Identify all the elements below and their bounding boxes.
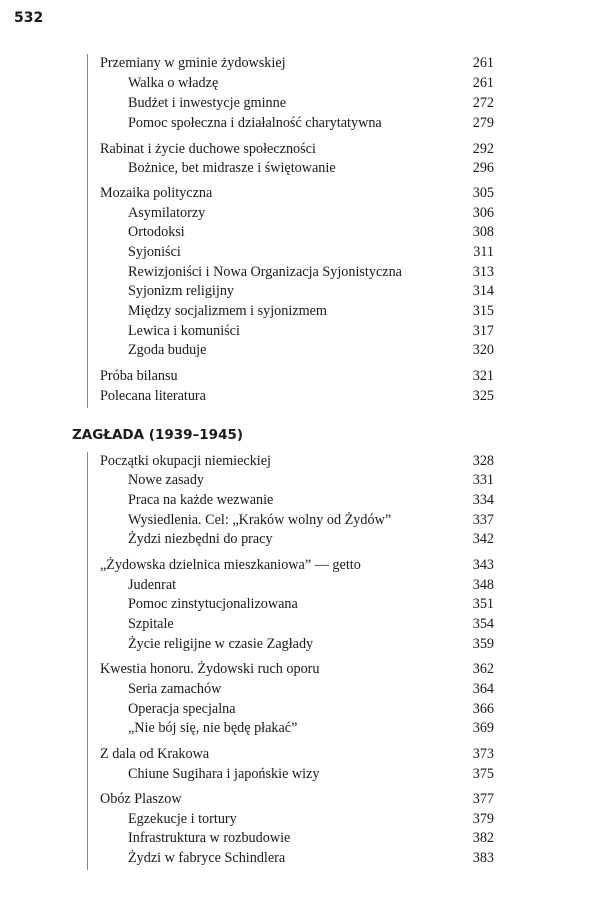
toc-entry-page: 320 bbox=[472, 342, 494, 358]
toc-entry-page: 342 bbox=[472, 531, 494, 547]
toc-entry-page: 305 bbox=[472, 185, 494, 201]
toc-entry-title: Bożnice, bet midrasze i świętowanie bbox=[128, 160, 336, 176]
toc-entry-page: 313 bbox=[472, 264, 494, 280]
toc-entry-title: Kwestia honoru. Żydowski ruch oporu bbox=[100, 661, 320, 677]
toc-entry-page: 325 bbox=[472, 388, 494, 404]
toc-entry bbox=[100, 386, 494, 406]
toc-entry-title: Syjonizm religijny bbox=[128, 283, 235, 299]
toc-entry-title: Z dala od Krakowa bbox=[100, 746, 210, 762]
toc-entry-page: 383 bbox=[472, 850, 494, 866]
toc-entry-title: Pomoc społeczna i działalność charytatywna bbox=[128, 115, 382, 131]
toc-entry-title: Obóz Plaszow bbox=[100, 791, 182, 807]
toc-entry bbox=[128, 490, 494, 510]
toc-entry bbox=[128, 848, 494, 868]
toc-entry-title: Wysiedlenia. Cel: „Kraków wolny od Żydów” bbox=[128, 512, 392, 528]
toc-entry-title: Nowe zasady bbox=[128, 472, 205, 488]
toc-entry-title: Zgoda buduje bbox=[128, 342, 207, 358]
toc-entry-page: 321 bbox=[472, 368, 494, 384]
toc-entry-page: 354 bbox=[472, 616, 494, 632]
toc-entry-page: 292 bbox=[472, 141, 494, 157]
toc-entry-title: Rabinat i życie duchowe społeczności bbox=[100, 141, 316, 157]
toc-entry bbox=[100, 53, 494, 73]
toc-entry bbox=[128, 614, 494, 634]
toc-entry-title: Żydzi w fabryce Schindlera bbox=[128, 850, 286, 866]
toc-entry-title: Pomoc zinstytucjonalizowana bbox=[128, 596, 298, 612]
toc-rule-top bbox=[87, 54, 88, 408]
toc-entry bbox=[128, 699, 494, 719]
toc-entry bbox=[128, 242, 494, 262]
toc-entry-page: 348 bbox=[472, 577, 494, 593]
toc-entry bbox=[128, 93, 494, 113]
toc-entry-title: Początki okupacji niemieckiej bbox=[100, 453, 271, 469]
toc-entry-title: Rewizjoniści i Nowa Organizacja Syjonistyczna bbox=[128, 264, 402, 280]
toc-entry-title: Żydzi niezbędni do pracy bbox=[128, 531, 273, 547]
toc-entry bbox=[128, 529, 494, 549]
toc-entry bbox=[128, 203, 494, 223]
toc-entry-page: 377 bbox=[472, 791, 494, 807]
toc-entry-title: Lewica i komuniści bbox=[128, 323, 240, 339]
toc-entry bbox=[128, 679, 494, 699]
toc-entry-title: Budżet i inwestycje gminne bbox=[128, 95, 286, 111]
toc-entry-title: Infrastruktura w rozbudowie bbox=[128, 830, 291, 846]
toc-entry-page: 331 bbox=[472, 472, 494, 488]
toc-entry-title: Judenrat bbox=[128, 577, 177, 593]
toc-entry-page: 351 bbox=[472, 596, 494, 612]
toc-entry-title: Mozaika polityczna bbox=[100, 185, 213, 201]
toc-entry-title: Szpitale bbox=[128, 616, 174, 632]
toc-entry bbox=[128, 340, 494, 360]
toc-entry bbox=[128, 158, 494, 178]
toc-entry-title: Egzekucje i tortury bbox=[128, 811, 237, 827]
toc-entry bbox=[100, 744, 494, 764]
toc-entry bbox=[128, 594, 494, 614]
toc-entry bbox=[128, 575, 494, 595]
toc-entry bbox=[128, 73, 494, 93]
toc-entry-page: 369 bbox=[472, 720, 494, 736]
toc-entry bbox=[128, 634, 494, 654]
toc-entry bbox=[128, 809, 494, 829]
toc-entry-page: 261 bbox=[472, 75, 494, 91]
toc-entry-page: 296 bbox=[472, 160, 494, 176]
toc-entry bbox=[100, 139, 494, 159]
toc-entry-title: Walka o władzę bbox=[128, 75, 219, 91]
toc-entry-page: 362 bbox=[472, 661, 494, 677]
toc-entry-page: 306 bbox=[472, 205, 494, 221]
toc-entry bbox=[100, 366, 494, 386]
toc-entry-title: Operacja specjalna bbox=[128, 701, 236, 717]
toc-entry bbox=[100, 659, 494, 679]
toc-entry bbox=[128, 470, 494, 490]
toc-entry-page: 343 bbox=[472, 557, 494, 573]
toc-entry-page: 261 bbox=[472, 55, 494, 71]
page-number: 532 bbox=[14, 10, 44, 26]
toc-entry-title: Praca na każde wezwanie bbox=[128, 492, 274, 508]
toc-entry-title: Przemiany w gminie żydowskiej bbox=[100, 55, 286, 71]
toc-entry-title: Polecana literatura bbox=[100, 388, 206, 404]
toc-entry-title: Między socjalizmem i syjonizmem bbox=[128, 303, 327, 319]
toc-entry-page: 317 bbox=[472, 323, 494, 339]
toc-entry-title: Syjoniści bbox=[128, 244, 181, 260]
toc-entry bbox=[100, 555, 494, 575]
toc-entry-page: 364 bbox=[472, 681, 494, 697]
toc-entry bbox=[128, 281, 494, 301]
toc-entry bbox=[100, 789, 494, 809]
toc-entry-page: 366 bbox=[472, 701, 494, 717]
toc-entry-page: 379 bbox=[472, 811, 494, 827]
toc-entry-title: Życie religijne w czasie Zagłady bbox=[128, 636, 314, 652]
toc-entry-title: Próba bilansu bbox=[100, 368, 178, 384]
toc-entry-page: 359 bbox=[472, 636, 494, 652]
toc-entry-page: 272 bbox=[472, 95, 494, 111]
toc-entry-title: Asymilatorzy bbox=[128, 205, 206, 221]
toc-entry-page: 308 bbox=[472, 224, 494, 240]
toc-entry bbox=[128, 262, 494, 282]
toc-entry-page: 314 bbox=[472, 283, 494, 299]
toc-entry bbox=[128, 321, 494, 341]
toc-entry-page: 311 bbox=[473, 244, 494, 260]
toc-entry-title: „Żydowska dzielnica mieszkaniowa” — getto bbox=[100, 557, 361, 573]
toc-entry-page: 315 bbox=[472, 303, 494, 319]
toc-entry bbox=[128, 113, 494, 133]
section-title: ZAGŁADA (1939–1945) bbox=[72, 427, 244, 443]
toc-entry-page: 328 bbox=[472, 453, 494, 469]
toc-entry-page: 375 bbox=[472, 766, 494, 782]
toc-entry-title: Seria zamachów bbox=[128, 681, 222, 697]
toc-entry-page: 337 bbox=[472, 512, 494, 528]
toc-entry-page: 334 bbox=[472, 492, 494, 508]
toc-rule-bottom bbox=[87, 452, 88, 870]
toc-entry bbox=[100, 183, 494, 203]
toc-entry bbox=[100, 451, 494, 471]
toc-entry-page: 382 bbox=[472, 830, 494, 846]
toc-entry-page: 279 bbox=[472, 115, 494, 131]
toc-entry bbox=[128, 510, 494, 530]
toc-entry bbox=[128, 718, 494, 738]
toc-entry bbox=[128, 828, 494, 848]
toc-entry bbox=[128, 222, 494, 242]
toc-entry-title: Ortodoksi bbox=[128, 224, 185, 240]
toc-entry bbox=[128, 301, 494, 321]
toc-entry bbox=[128, 764, 494, 784]
toc-entry-title: Chiune Sugihara i japońskie wizy bbox=[128, 766, 320, 782]
toc-entry-title: „Nie bój się, nie będę płakać” bbox=[128, 720, 298, 736]
toc-entry-page: 373 bbox=[472, 746, 494, 762]
